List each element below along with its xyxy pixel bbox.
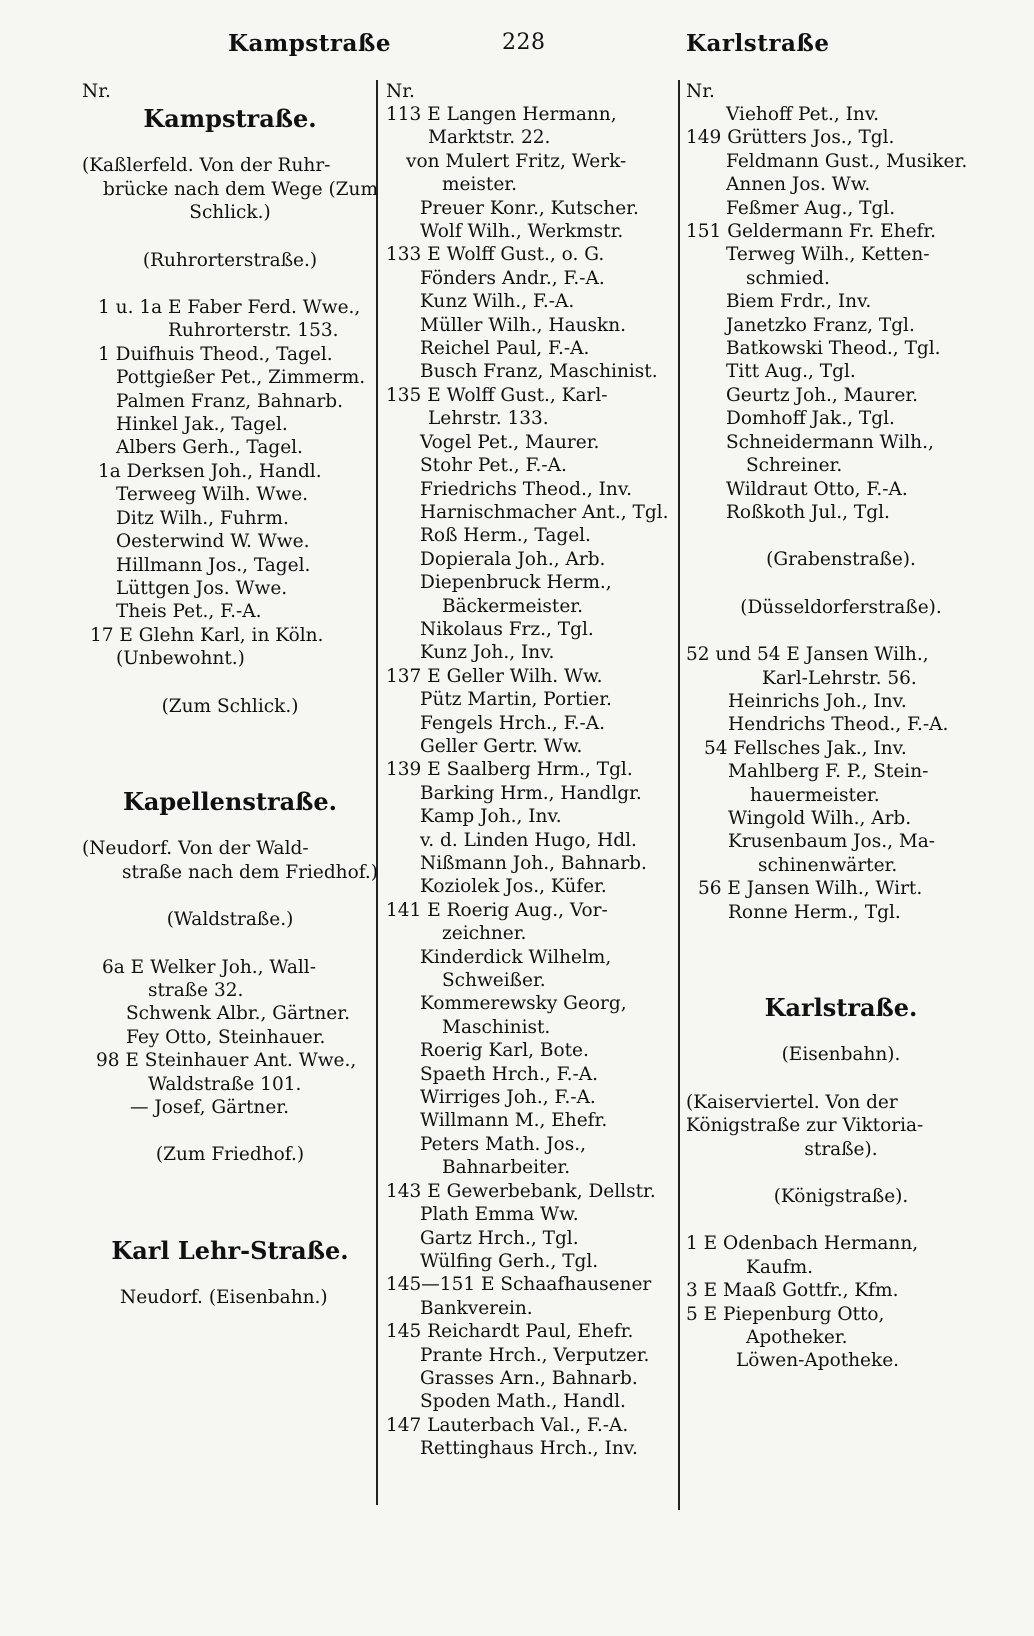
list-item: Müller Wilh., Hauskn.: [420, 314, 627, 336]
list-item: Spoden Math., Handl.: [420, 1391, 626, 1413]
list-item: Viehoff Pet., Inv.: [726, 104, 879, 125]
street-heading-kapellenstrasse: Kapellenstraße.: [122, 786, 338, 816]
list-item: Krusenbaum Jos., Ma-: [728, 831, 936, 853]
list-item: Karl-Lehrstr. 56.: [762, 667, 917, 689]
list-item: Wildraut Otto, F.-A.: [726, 478, 908, 500]
list-item: Dopierala Joh., Arb.: [420, 548, 606, 570]
entry-list: [686, 103, 996, 524]
list-item: (Unbewohnt.): [116, 648, 245, 670]
list-item: Kunz Wilh., F.-A.: [420, 291, 575, 313]
list-item: Theis Pet., F.-A.: [116, 601, 262, 623]
description-line: Schlick.): [189, 202, 271, 224]
list-item: Gartz Hrch., Tgl.: [420, 1227, 579, 1249]
list-item: 141 E Roerig Aug., Vor-: [386, 899, 608, 921]
description-line: (Neudorf. Von der Wald-: [82, 838, 309, 860]
list-item: Fey Otto, Steinhauer.: [126, 1026, 326, 1048]
cross-street: (Ruhrorterstraße.): [142, 249, 318, 271]
description-line: Königstraße zur Viktoria-: [686, 1115, 924, 1137]
column-nr-label: Nr.: [386, 81, 415, 102]
list-item: 147 Lauterbach Val., F.-A.: [386, 1414, 629, 1436]
list-item: Marktstr. 22.: [428, 127, 551, 149]
list-item: Terweeg Wilh. Wwe.: [116, 484, 309, 506]
list-item: 1 Duifhuis Theod., Tagel.: [98, 343, 333, 365]
street-heading-karl-lehr-strasse: Karl Lehr-Straße.: [111, 1235, 349, 1265]
list-item: 143 E Gewerbebank, Dellstr.: [386, 1180, 656, 1202]
list-item: Ronne Herm., Tgl.: [728, 901, 901, 923]
list-item: 149 Grütters Jos., Tgl.: [686, 127, 895, 149]
list-item: 1 E Odenbach Hermann,: [686, 1233, 919, 1255]
list-item: Pottgießer Pet., Zimmerm.: [116, 367, 366, 389]
column-3: [686, 80, 996, 1373]
cross-street: (Zum Schlick.): [161, 695, 299, 717]
list-item: Biem Frdr., Inv.: [726, 291, 872, 313]
list-item: Fönders Andr., F.-A.: [420, 267, 605, 289]
list-item: 139 E Saalberg Hrm., Tgl.: [386, 759, 633, 781]
list-item: — Josef, Gärtner.: [130, 1097, 289, 1118]
street-description: [82, 837, 378, 884]
list-item: 54 Fellsches Jak., Inv.: [704, 737, 907, 759]
list-item: 3 E Maaß Gottfr., Kfm.: [686, 1280, 899, 1302]
list-item: Bankverein.: [420, 1297, 533, 1319]
list-item: Vogel Pet., Maurer.: [420, 431, 600, 453]
list-item: Palmen Franz, Bahnarb.: [116, 390, 344, 412]
list-item: Geurtz Joh., Maurer.: [726, 384, 919, 406]
list-item: Spaeth Hrch., F.-A.: [420, 1063, 598, 1085]
street-description: [686, 1091, 996, 1161]
list-item: Roerig Karl, Bote.: [420, 1040, 589, 1062]
list-item: Hinkel Jak., Tagel.: [116, 414, 288, 436]
list-item: meister.: [442, 174, 517, 196]
list-item: Reichel Paul, F.-A.: [420, 338, 590, 360]
list-item: 5 E Piepenburg Otto,: [686, 1303, 885, 1325]
list-item: Domhoff Jak., Tgl.: [726, 408, 895, 430]
entry-list: [686, 1232, 996, 1372]
description-line: straße).: [804, 1138, 878, 1160]
list-item: 145 Reichardt Paul, Ehefr.: [386, 1321, 634, 1343]
column-2: [386, 80, 682, 1461]
list-item: Schneidermann Wilh.,: [726, 431, 934, 453]
list-item: Roß Herm., Tagel.: [420, 525, 591, 547]
list-item: Apotheker.: [746, 1327, 848, 1349]
list-item: Annen Jos. Ww.: [726, 174, 871, 196]
description-line: (Kaßlerfeld. Von der Ruhr-: [82, 155, 331, 177]
street-description: [82, 154, 378, 224]
list-item: Geller Gertr. Ww.: [420, 735, 583, 757]
list-item: Hillmann Jos., Tagel.: [116, 554, 311, 576]
list-item: Löwen-Apotheke.: [736, 1350, 900, 1372]
list-item: Nißmann Joh., Bahnarb.: [420, 853, 647, 874]
street-subtitle: (Eisenbahn).: [781, 1044, 901, 1066]
list-item: Roßkoth Jul., Tgl.: [726, 501, 890, 523]
list-item: Maschinist.: [442, 1016, 551, 1038]
column-1: [82, 80, 378, 1310]
list-item: Prante Hrch., Verputzer.: [420, 1344, 650, 1366]
list-item: Kaufm.: [746, 1256, 814, 1278]
list-item: Kinderdick Wilhelm,: [420, 946, 612, 968]
entry-list: [386, 103, 682, 1461]
list-item: zeichner.: [442, 923, 527, 945]
description-line: (Kaiserviertel. Von der: [686, 1091, 898, 1113]
list-item: Feldmann Gust., Musiker.: [726, 150, 968, 172]
list-item: 52 und 54 E Jansen Wilh.,: [686, 644, 929, 666]
list-item: 17 E Glehn Karl, in Köln.: [90, 624, 324, 646]
list-item: Albers Gerh., Tagel.: [116, 437, 303, 459]
list-item: Janetzko Franz, Tgl.: [726, 314, 915, 336]
list-item: Kamp Joh., Inv.: [420, 806, 562, 828]
cross-street: (Waldstraße.): [166, 909, 294, 931]
list-item: von Mulert Fritz, Werk-: [406, 150, 627, 172]
list-item: Barking Hrm., Handlgr.: [420, 782, 642, 804]
cross-street: (Grabenstraße).: [766, 549, 916, 571]
cross-street: (Zum Friedhof.): [155, 1144, 305, 1166]
list-item: 1 u. 1a E Faber Ferd. Wwe.,: [98, 297, 361, 319]
list-item: 133 E Wolff Gust., o. G.: [386, 244, 605, 266]
column-nr-label: Nr.: [686, 81, 715, 102]
list-item: Schwenk Albr., Gärtner.: [126, 1003, 350, 1025]
list-item: straße 32.: [148, 979, 244, 1001]
list-item: v. d. Linden Hugo, Hdl.: [420, 829, 637, 851]
list-item: schmied.: [746, 267, 830, 289]
list-item: Mahlberg F. P., Stein-: [728, 761, 929, 783]
entry-list: [686, 643, 996, 924]
list-item: Koziolek Jos., Küfer.: [420, 876, 607, 898]
list-item: Plath Emma Ww.: [420, 1204, 579, 1226]
list-item: Grasses Arn., Bahnarb.: [420, 1367, 638, 1389]
list-item: Bäckermeister.: [442, 595, 583, 617]
list-item: Friedrichs Theod., Inv.: [420, 478, 632, 500]
list-item: Hendrichs Theod., F.-A.: [728, 714, 949, 736]
list-item: 56 E Jansen Wilh., Wirt.: [698, 878, 923, 900]
list-item: Peters Math. Jos.,: [420, 1133, 587, 1155]
list-item: Wülfing Gerh., Tgl.: [420, 1250, 599, 1272]
list-item: Willmann M., Ehefr.: [420, 1110, 608, 1132]
list-item: 145—151 E Schaafhausener: [386, 1274, 652, 1296]
list-item: Batkowski Theod., Tgl.: [726, 338, 941, 360]
list-item: Wingold Wilh., Arb.: [728, 807, 912, 829]
street-description: Neudorf. (Eisenbahn.): [120, 1287, 328, 1309]
list-item: Pütz Martin, Portier.: [420, 689, 612, 711]
list-item: 135 E Wolff Gust., Karl-: [386, 384, 608, 406]
list-item: schinenwärter.: [758, 854, 898, 876]
page-number: 228: [502, 30, 546, 55]
running-header-left: Kampstraße: [228, 30, 392, 57]
list-item: 137 E Geller Wilh. Ww.: [386, 665, 603, 687]
list-item: Wolf Wilh., Werkmstr.: [420, 221, 624, 243]
list-item: Ruhrorterstr. 153.: [168, 320, 339, 342]
list-item: Kunz Joh., Inv.: [420, 642, 555, 664]
list-item: Fengels Hrch., F.-A.: [420, 712, 605, 734]
list-item: 98 E Steinhauer Ant. Wwe.,: [96, 1050, 357, 1072]
description-line: brücke nach dem Wege (Zum: [103, 178, 378, 200]
list-item: 151 Geldermann Fr. Ehefr.: [686, 221, 937, 243]
list-item: Titt Aug., Tgl.: [726, 361, 856, 383]
list-item: Wirriges Joh., F.-A.: [420, 1087, 596, 1109]
list-item: Diepenbruck Herm.,: [420, 572, 612, 594]
list-item: 6a E Welker Joh., Wall-: [102, 956, 316, 978]
list-item: Busch Franz, Maschinist.: [420, 361, 658, 383]
list-item: Oesterwind W. Wwe.: [116, 531, 310, 553]
list-item: hauermeister.: [750, 784, 880, 806]
list-item: Kommerewsky Georg,: [420, 993, 627, 1015]
column-nr-label: Nr.: [82, 81, 111, 102]
list-item: Stohr Pet., F.-A.: [420, 455, 567, 477]
street-heading-karlstrasse: Karlstraße.: [764, 993, 918, 1022]
street-heading-kampstrasse: Kampstraße.: [143, 104, 317, 133]
list-item: Bahnarbeiter.: [442, 1157, 571, 1179]
list-item: Lüttgen Jos. Wwe.: [116, 577, 288, 599]
list-item: Lehrstr. 133.: [428, 408, 549, 430]
list-item: Harnischmacher Ant., Tgl.: [420, 501, 669, 523]
list-item: Schreiner.: [746, 455, 843, 477]
list-item: 113 E Langen Hermann,: [386, 104, 617, 125]
list-item: Nikolaus Frz., Tgl.: [420, 618, 594, 640]
cross-street: (Düsseldorferstraße).: [740, 596, 942, 618]
list-item: Terweg Wilh., Ketten-: [726, 244, 930, 266]
running-header-right: Karlstraße: [686, 30, 830, 57]
list-item: Feßmer Aug., Tgl.: [726, 197, 896, 219]
list-item: Heinrichs Joh., Inv.: [728, 690, 907, 712]
list-item: Ditz Wilh., Fuhrm.: [116, 507, 289, 529]
list-item: 1a Derksen Joh., Handl.: [98, 460, 322, 482]
description-line: straße nach dem Friedhof.): [121, 861, 378, 883]
list-item: Waldstraße 101.: [148, 1073, 302, 1095]
list-item: Rettinghaus Hrch., Inv.: [420, 1438, 638, 1460]
list-item: Schweißer.: [442, 970, 546, 992]
list-item: Preuer Konr., Kutscher.: [420, 197, 639, 219]
cross-street: (Königstraße).: [773, 1186, 909, 1208]
